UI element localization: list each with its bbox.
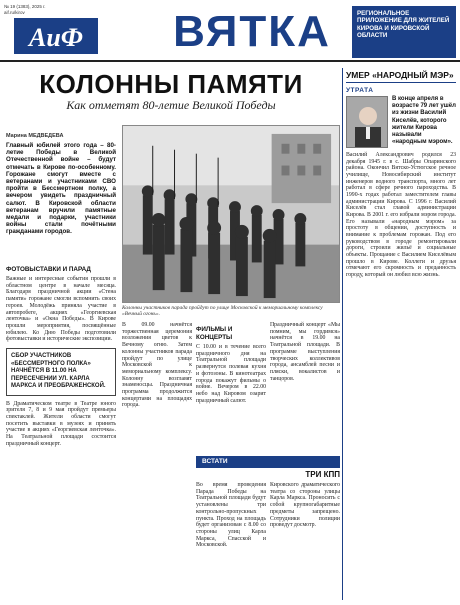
portrait-image (347, 97, 388, 148)
article-column-1 (6, 262, 116, 447)
photo-caption: Колонны участников парада пройдут по улице Московской к мемориальному комплексу «Вечный огонь». (122, 305, 323, 318)
newspaper-title: ВЯТКА (173, 7, 331, 56)
section-heading: ФОТОВЫСТАВКИ И ПАРАД (6, 266, 91, 273)
section-text: Важные и интересные события прошли в областном центре в начале месяца. Благодаря праздничной акции «Стена памяти» горожане смогли вспомнить своих героев. Молодёжь приняла участие в автопробеге, акциях «Георгиевская ленточка» и «Окна Победы». В Кирове прошли мероприятия, посвящённые юбилею. Ко Дню Победы подготовили фотовыставки и исторические экспозиции. (6, 276, 116, 343)
parade-photo (122, 125, 340, 303)
parade-photo-image (123, 126, 339, 302)
aif-logo-icon (12, 16, 100, 56)
news-text-b: Кировского драматического театра со стороны улицы Карла Маркса. Проносить с собой крупногабаритные предметы запрещено. Сотрудники полиции проведут досмотр. (270, 482, 340, 529)
column-text: С 10.00 и в течение всего праздничного дня на Театральной площади развернутся полевая кухня и фотозоны. В кинотеатрах города покажут фильмы о войне. Вечером в 22.00 небо над Кировом озарит праздничный салют. (196, 344, 266, 404)
news-title: ТРИ КПП (305, 470, 340, 479)
main-headline-block (6, 70, 336, 116)
byline: Марина МЕДВЕДЕВА (6, 133, 64, 139)
column-text: Праздничный концерт «Мы помним, мы гордимся» начнётся в 19.00 на Театральной площади. В программе выступления творческих коллективов города, ансамблей песни и пляски, вокалистов и танцоров. (270, 322, 340, 382)
masthead (0, 0, 460, 62)
main-subtitle: Как отметят 80-летие Великой Победы (66, 98, 276, 112)
sidebar-rubric: УТРАТА (346, 87, 374, 94)
main-title: КОЛОННЫ ПАМЯТИ (39, 69, 303, 99)
regional-banner: РЕГИОНАЛЬНОЕ ПРИЛОЖЕНИЕ ДЛЯ ЖИТЕЛЕЙ КИРОВА И КИРОВСКОЙ ОБЛАСТИ (352, 6, 456, 58)
portrait-photo (346, 96, 388, 148)
sidebar-lead: В конце апреля в возрасте 79 лет ушёл из жизни Василий Киселёв, которого жители Кирова называли «народным мэром». (392, 96, 456, 146)
news-label-bar: ВСТАТИ (196, 456, 340, 468)
section-heading: ФИЛЬМЫ И КОНЦЕРТЫ (196, 326, 233, 341)
article-column-2 (122, 322, 192, 409)
info-box: СБОР УЧАСТНИКОВ «БЕССМЕРТНОГО ПОЛКА» НАЧНЁТСЯ В 11.00 НА ПЕРЕСЕЧЕНИИ УЛ. КАРЛА МАРКСА И ПРЕОБРАЖЕНСКОЙ. (6, 348, 116, 396)
sidebar-divider (342, 68, 343, 600)
issue-line: № 19 (1383), 2025 г. (4, 4, 46, 9)
column-text: В Драматическом театре в Театре юного зрителя 7, 8 и 9 мая пройдут премьеры спектаклей. Жители области смогут посетить выставки в музеях и принять участие в акциях «Георгиевская ленточка». На Театральной площади состоится праздничный концерт. (6, 400, 116, 447)
news-block (196, 470, 340, 549)
issue-info (4, 4, 124, 16)
aif-logo (12, 16, 100, 56)
sidebar-text: Василий Александрович родился 23 декабря 1945 г. в с. Шабры Опаринского района. Окончил Вятско-Устюгское речное училище, Новосибирский институт инженеров водного транспорта, много лет работал в сфере речного пароходства. В 1990-х годах работал заместителем главы администрации Кирова. С 1996 г. Василий Киселёв стал главой администрации Кирова. В 2001 г. его избрали мэром города. Его называли «народным мэром» за простоту в общении, доступность и внимание к проблемам горожан. Под его руководством в городе ремонтировали дороги, строили жильё и социальные объекты. Прощание с Василием Киселёвым прошло в Кирове. Коллеги и друзья отмечают его скромность и преданность городу, который он любил всю жизнь. (346, 152, 456, 278)
site-url[interactable]: aif.ru/kirov (4, 10, 25, 15)
article-column-4 (270, 322, 340, 382)
article-column-3 (196, 322, 266, 404)
logo-text: АиФ (29, 23, 83, 52)
column-text: В 09.00 начнётся торжественная церемония возложения цветов к Вечному огню. Затем колонны участников парада пройдут по улице Московской к мемориальному комплексу. Колонну возглавят знаменосцы. Праздничная программа продолжится концертами на площадях города. (122, 322, 192, 409)
news-text-a: Во время проведения Парада Победы на Театральной площади будут установлены три контрольно-пропускных пункта. Проход на площадь будет организован с 8.00 со стороны улиц Карла Маркса, Спасской и Московской. (196, 482, 266, 549)
lead-paragraph: Главный юбилей этого года – 80-летие Победы в Великой Отечественной войне – будут отмечать в Кирове по-особенному. Горожане смогут вместе с ветеранами и участниками СВО пройти в Бессмертном полку, а вечером увидеть праздничный салют. В Кировской области ветеранам вручили памятные медали и подарки, участники войны стали почётными гражданами городов. (6, 142, 116, 236)
sidebar-article (346, 70, 456, 600)
sidebar-title: УМЕР «НАРОДНЫЙ МЭР» (346, 70, 456, 83)
